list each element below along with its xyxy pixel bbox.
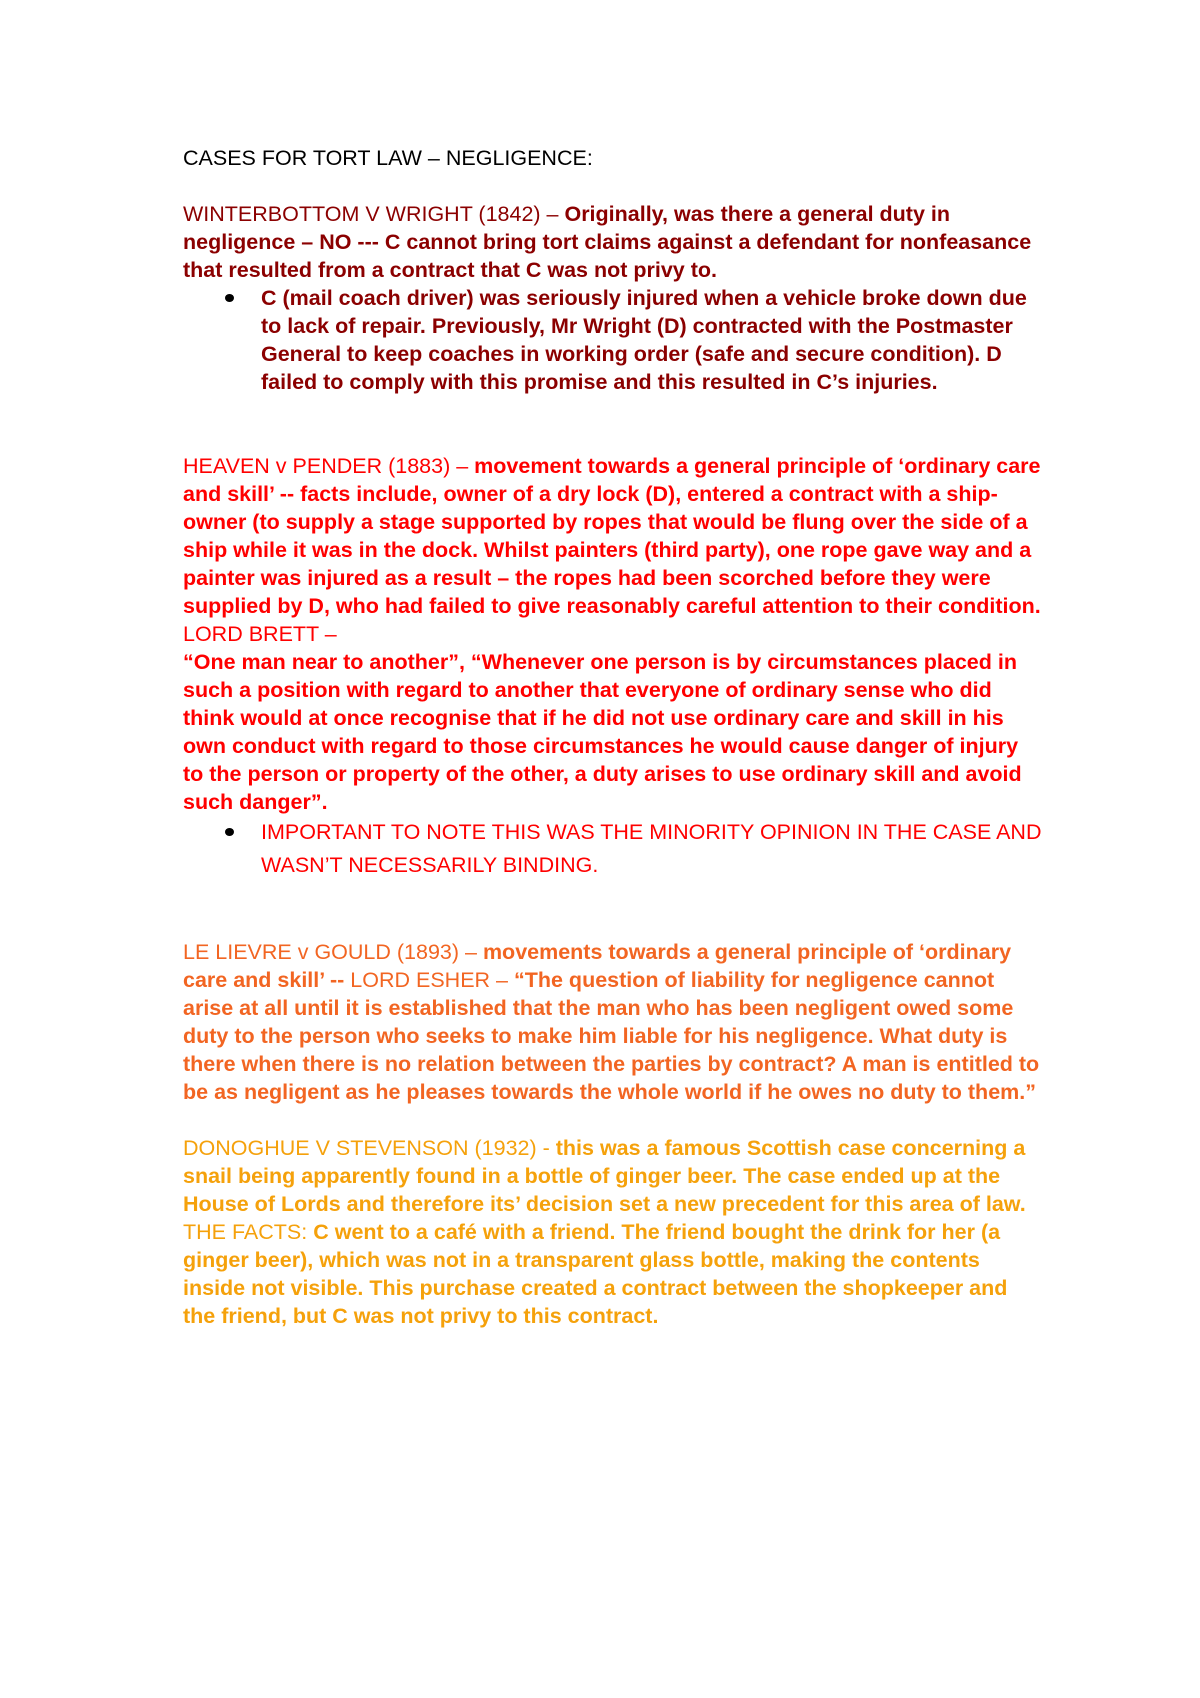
case-lievre-summary: movements towards a general principle of ‘ordinary care and skill’ -- xyxy=(183,940,1012,992)
case-heaven-name: HEAVEN v PENDER (1883) – xyxy=(183,454,475,478)
case-lievre-name: LE LIEVRE v GOULD (1893) – xyxy=(183,940,483,964)
case-donoghue-facts-para xyxy=(183,1218,1043,1330)
case-heaven-quote: “One man near to another”, “Whenever one person is by circumstances placed in such a position with regard to another that everyone of ordinary sense who did think would at once recognise that if he did not use ordinary care and skill in his own conduct with regard to those circumstances he would cause danger of injury to the person or property of the other, a duty arises to use ordinary skill and avoid such danger”. xyxy=(183,650,1022,814)
case-heaven-intro xyxy=(183,452,1043,620)
bullet-item: IMPORTANT TO NOTE THIS WAS THE MINORITY OPINION IN THE CASE AND WASN’T NECESSARILY BINDING. xyxy=(183,816,1043,882)
case-winterbottom-name: WINTERBOTTOM V WRIGHT (1842) – xyxy=(183,202,565,226)
case-lievre-judge: LORD ESHER – xyxy=(350,968,514,992)
case-donoghue-intro xyxy=(183,1134,1043,1218)
case-lievre xyxy=(183,938,1043,1106)
case-donoghue xyxy=(183,1134,1043,1330)
case-donoghue-facts: C went to a café with a friend. The friend bought the drink for her (a ginger beer), which was not in a transparent glass bottle, making the contents inside not visible. This purchase created a contract between the shopkeeper and the friend, but C was not privy to this contract. xyxy=(183,1220,1008,1328)
case-heaven-facts: movement towards a general principle of ‘ordinary care and skill’ -- facts include, owner of a dry lock (D), entered a contract with a ship-owner (to supply a stage supported by ropes that would be flung over the side of a ship while it was in the dock. Whilst painters (third party), one rope gave way and a painter was injured as a result – the ropes had been scorched before they were supplied by D, who had failed to give reasonably careful attention to their condition. xyxy=(183,454,1041,618)
case-lievre-text xyxy=(183,938,1043,1106)
case-winterbottom-summary: Originally, was there a general duty in negligence – NO --- C cannot bring tort claims against a defendant for nonfeasance that resulted from a contract that C was not privy to. xyxy=(183,202,1032,282)
case-donoghue-name: DONOGHUE V STEVENSON (1932) - xyxy=(183,1136,556,1160)
bullet-item: C (mail coach driver) was seriously injured when a vehicle broke down due to lack of repair. Previously, Mr Wright (D) contracted with the Postmaster General to keep coaches in working order (safe and secure condition). D failed to comply with this promise and this resulted in C’s injuries. xyxy=(183,284,1043,396)
case-heaven-bullets xyxy=(183,816,1043,882)
case-heaven xyxy=(183,452,1043,882)
case-heaven-judge: LORD BRETT – xyxy=(183,622,337,646)
case-lievre-quote: “The question of liability for negligence cannot arise at all until it is established that the man who has been negligent owed some duty to the person who seeks to make him liable for his negligence. What duty is there when there is no relation between the parties by contract? A man is entitled to be as negligent as he pleases towards the whole world if he owes no duty to them.” xyxy=(183,968,1040,1104)
case-winterbottom xyxy=(183,200,1043,396)
document-page xyxy=(183,144,1043,1330)
case-donoghue-facts-label: THE FACTS: xyxy=(183,1220,314,1244)
case-donoghue-summary: this was a famous Scottish case concerning a snail being apparently found in a bottle of ginger beer. The case ended up at the House of Lords and therefore its’ decision set a new precedent for this area of law. xyxy=(183,1136,1026,1216)
case-winterbottom-bullets xyxy=(183,284,1043,396)
document-title: CASES FOR TORT LAW – NEGLIGENCE: xyxy=(183,146,593,170)
case-winterbottom-intro xyxy=(183,200,1043,284)
